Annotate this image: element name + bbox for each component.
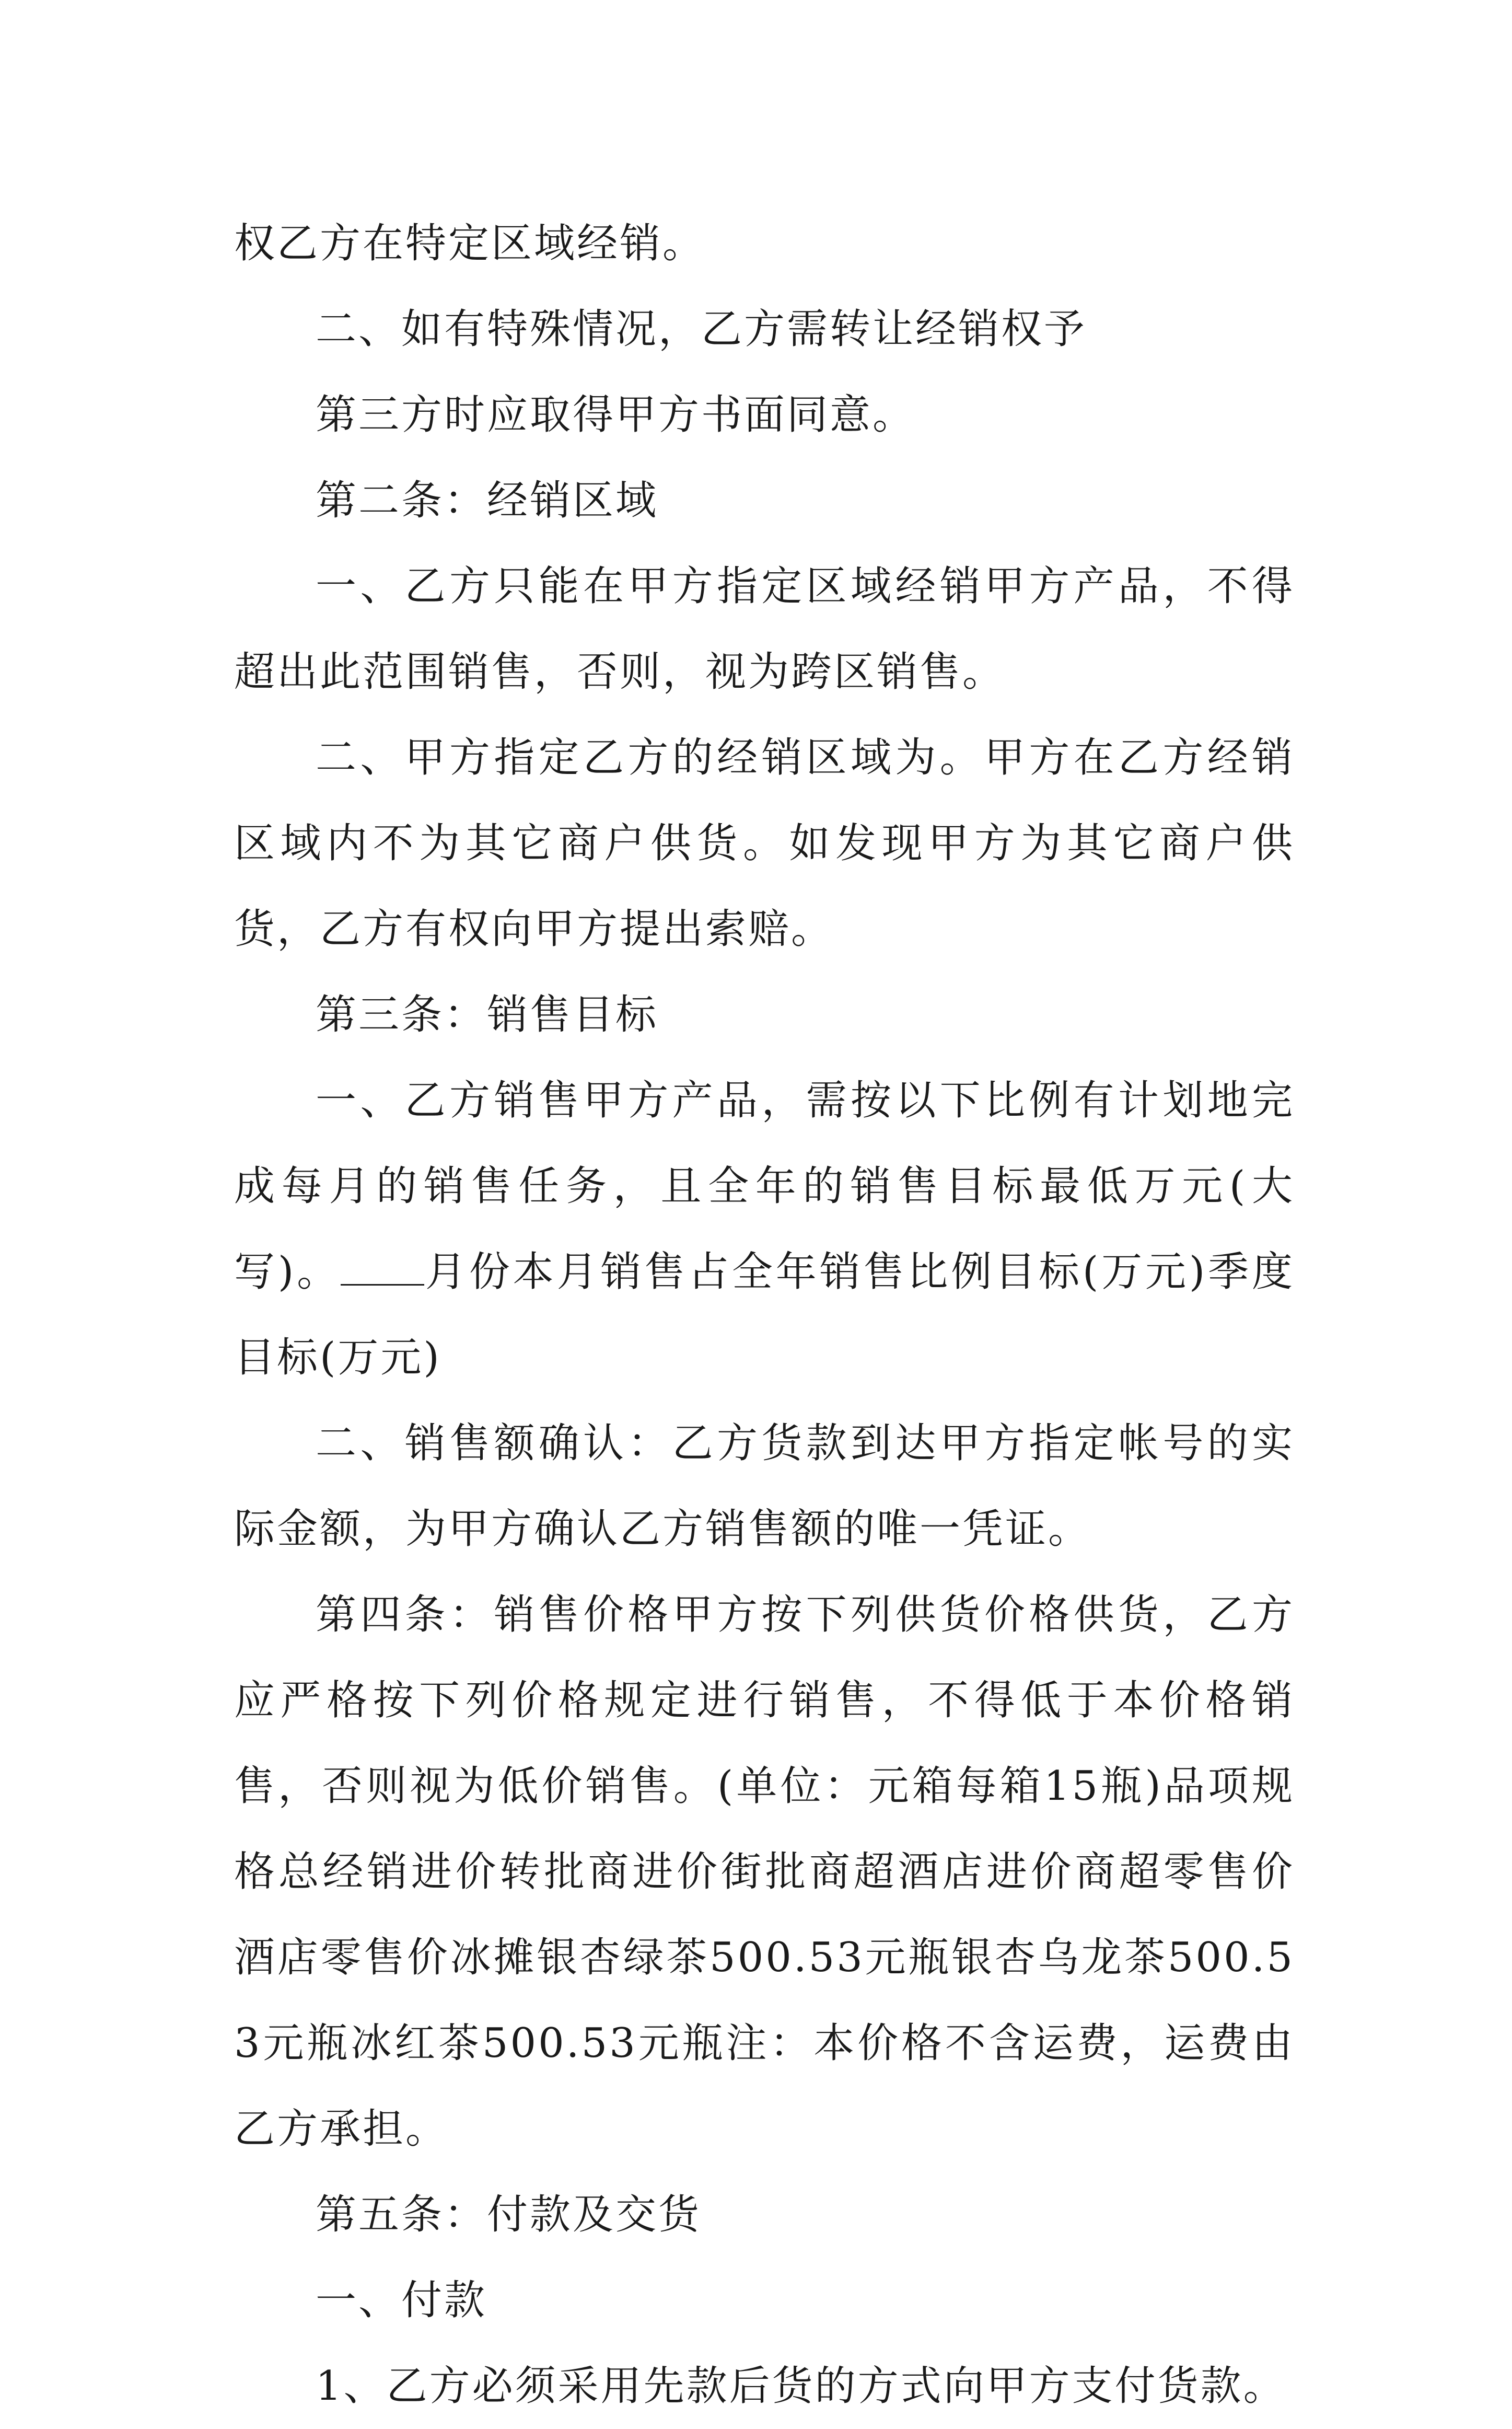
section-heading-3: 第三条：销售目标 — [316, 991, 659, 1038]
section-heading-2: 第二条：经销区域 — [316, 477, 659, 524]
paragraph-1: 权乙方在特定区域经销。 — [234, 220, 706, 267]
fill-blank — [341, 1247, 424, 1286]
paragraph-8 — [234, 1058, 1295, 1401]
paragraph-12: 一、付款 — [316, 2277, 487, 2324]
section-heading-5: 第五条：付款及交货 — [316, 2191, 702, 2238]
paragraph-10: 第四条：销售价格甲方按下列供货价格供货，乙方应严格按下列价格规定进行销售，不得低于本价格销售，否则视为低价销售。(单位：元箱每箱15瓶)品项规格总经销进价转批商进价街批商超酒店进价商超零售价酒店零售价冰摊银杏绿茶500.53元瓶银杏乌龙茶500.53元瓶冰红茶500.53元瓶注：本价格不含运费，运费由乙方承担。 — [234, 1591, 1295, 2153]
paragraph-2: 二、如有特殊情况，乙方需转让经销权予 — [316, 306, 1087, 353]
document-body — [234, 201, 1295, 2429]
paragraph-13: 1、乙方必须采用先款后货的方式向甲方支付货款。 — [316, 2363, 1286, 2410]
paragraph-8-after: 月份本月销售占全年销售比例目标(万元)季度目标(万元) — [234, 1248, 1295, 1381]
paragraph-8-before: 一、乙方销售甲方产品，需按以下比例有计划地完成每月的销售任务，且全年的销售目标最低万元(大写)。 — [234, 1077, 1295, 1296]
paragraph-5: 一、乙方只能在甲方指定区域经销甲方产品，不得超出此范围销售，否则，视为跨区销售。 — [234, 563, 1295, 696]
paragraph-6: 二、甲方指定乙方的经销区域为。甲方在乙方经销区域内不为其它商户供货。如发现甲方为其它商户供货，乙方有权向甲方提出索赔。 — [234, 734, 1295, 953]
paragraph-3: 第三方时应取得甲方书面同意。 — [316, 391, 916, 438]
paragraph-9: 二、销售额确认：乙方货款到达甲方指定帐号的实际金额，为甲方确认乙方销售额的唯一凭证。 — [234, 1420, 1295, 1553]
